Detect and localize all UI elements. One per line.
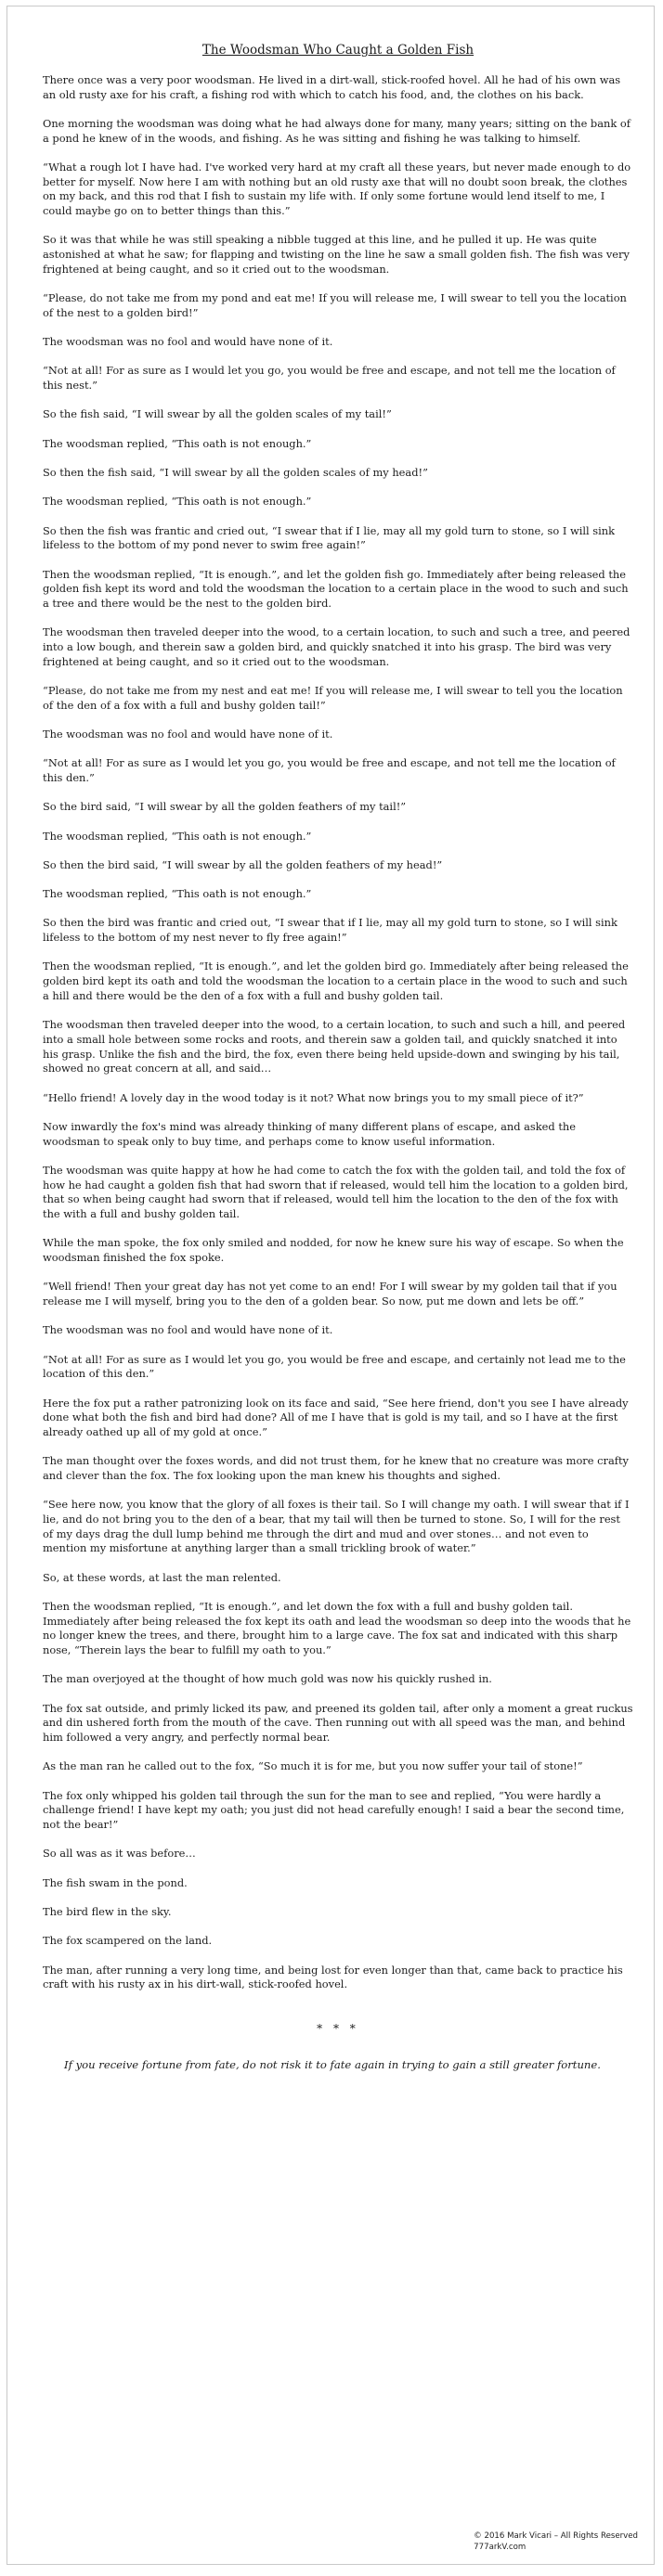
story-paragraph: The woodsman replied, “This oath is not enough.” [43,436,312,450]
story-paragraph: “Please, do not take me from my nest and eat me! If you will release me, I will swear to tell you the location of the den of a fox with a full and bushy golden tail!” [43,684,623,712]
copyright-footer [474,2531,638,2553]
story-paragraph: The woodsman then traveled deeper into the wood, to a certain location, to such and such a tree, and peered into a low bough, and therein saw a golden bird, and quickly snatched it into his grasp. The bird was very frightened at being caught, and so it cried out to the woodsman. [43,625,630,668]
story-paragraph: Here the fox put a rather patronizing look on its face and said, “See here friend, don't you see I have already done what both the fish and bird had done? All of me I have that is gold is my tail, and so I have at the first already oathed up all of my gold at once.” [43,1396,629,1438]
story-paragraph: Then the woodsman replied, “It is enough.”, and let the golden bird go. Immediately after being released the golden bird kept its oath and told the woodsman the location to a certain place in the wood to such and such a hill and there would be the den of a fox with a full and bushy golden tail. [43,960,629,1002]
story-paragraph: The fox only whipped his golden tail through the sun for the man to see and replied, “You were hardly a challenge friend! I have kept my oath; you just did not head carefully enough! I said a bear the second time, not the bear!” [43,1788,625,1832]
story-paragraph: Now inwardly the fox's mind was already thinking of many different plans of escape, and asked the woodsman to speak only to buy time, and perhaps come to know useful information. [43,1119,576,1148]
story-paragraph: The woodsman was quite happy at how he had come to catch the fox with the golden tail, and told the fox of how he had caught a golden fish that had sworn that if released, would tell him the location to a golden bird, that so when being caught had sworn that if released, would tell him the location to the den of the fox with the with a full and bushy golden tail. [43,1163,629,1220]
story-paragraph: So the fish said, “I will swear by all the golden scales of my tail!” [43,407,392,421]
story-paragraph: “Well friend! Then your great day has not yet come to an end! For I will swear by my golden tail that if you release me I will myself, bring you to the den of a golden bear. So now, put me down and lets be off.” [43,1280,618,1307]
story-title: The Woodsman Who Caught a Golden Fish [202,43,474,58]
story-paragraph: One morning the woodsman was doing what he had always done for many, many years; sitting on the bank of a pond he knew of in the woods, and fishing. As he was sitting and fishing he was talking to himself. [43,117,630,145]
story-paragraph: The woodsman was no fool and would have none of it. [43,335,333,349]
story-paragraph: The woodsman replied, “This oath is not enough.” [43,887,312,901]
story-paragraph: “Not at all! For as sure as I would let you go, you would be free and escape, and not tell me the location of this den.” [43,756,616,784]
story-paragraph: So the bird said, “I will swear by all the golden feathers of my tail!” [43,800,407,814]
section-separator: * * * [317,2022,359,2035]
story-paragraph: While the man spoke, the fox only smiled and nodded, for now he knew sure his way of escape. So when the woodsman finished the fox spoke. [43,1236,624,1264]
story-paragraph: “What a rough lot I have had. I've worked very hard at my craft all these years, but never made enough to do better for myself. Now here I am with nothing but an old rusty axe that will no doubt soon break, the clothes on my back, and this rod that I fish to sustain my life with. If only some fortune would lend itself to me, I could maybe go on to better things than this.” [43,161,631,218]
story-paragraph: So it was that while he was still speaking a nibble tugged at this line, and he pulled it up. He was quite astonished at what he saw; for flapping and twisting on the line he saw a small golden fish. The fish was very frightened at being caught, and so it cried out to the woodsman. [43,233,630,276]
story-paragraph: The man, after running a very long time, and being lost for even longer than that, came back to practice his craft with his rusty ax in his dirt-wall, stick-roofed hovel. [43,1963,623,1991]
story-paragraph: The fox sat outside, and primly licked its paw, and preened its golden tail, after only a moment a great ruckus and din ushered forth from the mouth of the cave. Then running out with all speed was the man, and behind him followed a very angry, and perfectly normal bear. [43,1701,633,1745]
story-paragraph: The fox scampered on the land. [43,1934,213,1948]
copyright-notice: © 2016 Mark Vicari – All Rights Reserved [474,2531,638,2541]
story-paragraph: The man thought over the foxes words, and did not trust them, for he knew that no creature was more crafty and clever than the fox. The fox looking upon the man knew his thoughts and sighed. [43,1454,629,1482]
story-paragraph: The fish swam in the pond. [43,1875,188,1889]
page-border [6,6,655,2565]
story-paragraph: The woodsman then traveled deeper into the wood, to a certain location, to such and such a hill, and peered into a small hole between some rocks and roots, and therein saw a golden tail, and quickly snatched it into his grasp. Unlike the fish and the bird, the fox, even there being held upside-down and swinging by his tail, showed no great concern at all, and said… [43,1018,626,1075]
story-paragraph: The woodsman was no fool and would have none of it. [43,1323,333,1337]
story-paragraph: “See here now, you know that the glory of all foxes is their tail. So I will change my oath. I will swear that if I lie, and do not bring you to the den of a bear, that my tail will then be turned to stone. So, I will for the rest of my days drag the dull lump behind me through the dirt and mud and over stones… and not even to mention my misfortune at anything larger than a small trickling brook of water.” [43,1498,630,1555]
story-paragraph: There once was a very poor woodsman. He lived in a dirt-wall, stick-roofed hovel. All he had of his own was an old rusty axe for his craft, a fishing rod with which to catch his food, and, the clothes on his back. [43,73,621,101]
story-paragraph: As the man ran he called out to the fox, “So much it is for me, but you now suffer your tail of stone!” [43,1759,583,1773]
story-paragraph: Then the woodsman replied, “It is enough.”, and let down the fox with a full and bushy golden tail. Immediately after being released the fox kept its oath and lead the woodsman so deep into the woods that he no longer knew the trees, and there, brought him to a large cave. The fox sat and indicated with this sharp nose, “Therein lays the bear to fulfill my oath to you.” [43,1600,631,1657]
story-paragraph: The woodsman was no fool and would have none of it. [43,728,333,741]
story-paragraph: Then the woodsman replied, “It is enough.”, and let the golden fish go. Immediately after being released the golden fish kept its word and told the woodsman the location to a certain place in the wood to such and such a tree and there would be the nest to the golden bird. [43,567,629,610]
story-paragraph: So then the fish said, “I will swear by all the golden scales of my head!” [43,466,428,479]
story-paragraph: The bird flew in the sky. [43,1905,172,1918]
story-paragraph: The man overjoyed at the thought of how much gold was now his quickly rushed in. [43,1672,492,1686]
story-paragraph: So all was as it was before… [43,1847,196,1861]
story-paragraph: So, at these words, at last the man relented. [43,1570,281,1584]
story-paragraph: So then the bird was frantic and cried out, “I swear that if I lie, may all my gold turn to stone, so I will sink lifeless to the bottom of my nest never to fly free again!” [43,916,618,945]
story-paragraph: “Hello friend! A lovely day in the wood today is it not? What now brings you to my small piece of it?” [43,1090,584,1104]
story-body [43,42,633,2072]
site-link[interactable]: 777arkV.com [474,2543,526,2552]
story-paragraph: The woodsman replied, “This oath is not enough.” [43,829,312,843]
story-paragraph: “Not at all! For as sure as I would let you go, you would be free and escape, and certainly not lead me to the location of this den.” [43,1352,626,1381]
story-paragraph: So then the fish was frantic and cried out, “I swear that if I lie, may all my gold turn to stone, so I will sink lifeless to the bottom of my pond never to swim free again!” [43,523,616,552]
story-paragraph: “Please, do not take me from my pond and eat me! If you will release me, I will swear to tell you the location of the nest to a golden bird!” [43,291,627,319]
story-paragraphs [43,73,633,1992]
story-paragraph: The woodsman replied, “This oath is not enough.” [43,495,312,509]
story-paragraph: So then the bird said, “I will swear by all the golden feathers of my head!” [43,857,443,871]
story-moral: If you receive fortune from fate, do not risk it to fate again in trying to gain a still greater fortune. [64,2058,601,2071]
story-paragraph: “Not at all! For as sure as I would let you go, you would be free and escape, and not tell me the location of this nest.” [43,364,616,393]
